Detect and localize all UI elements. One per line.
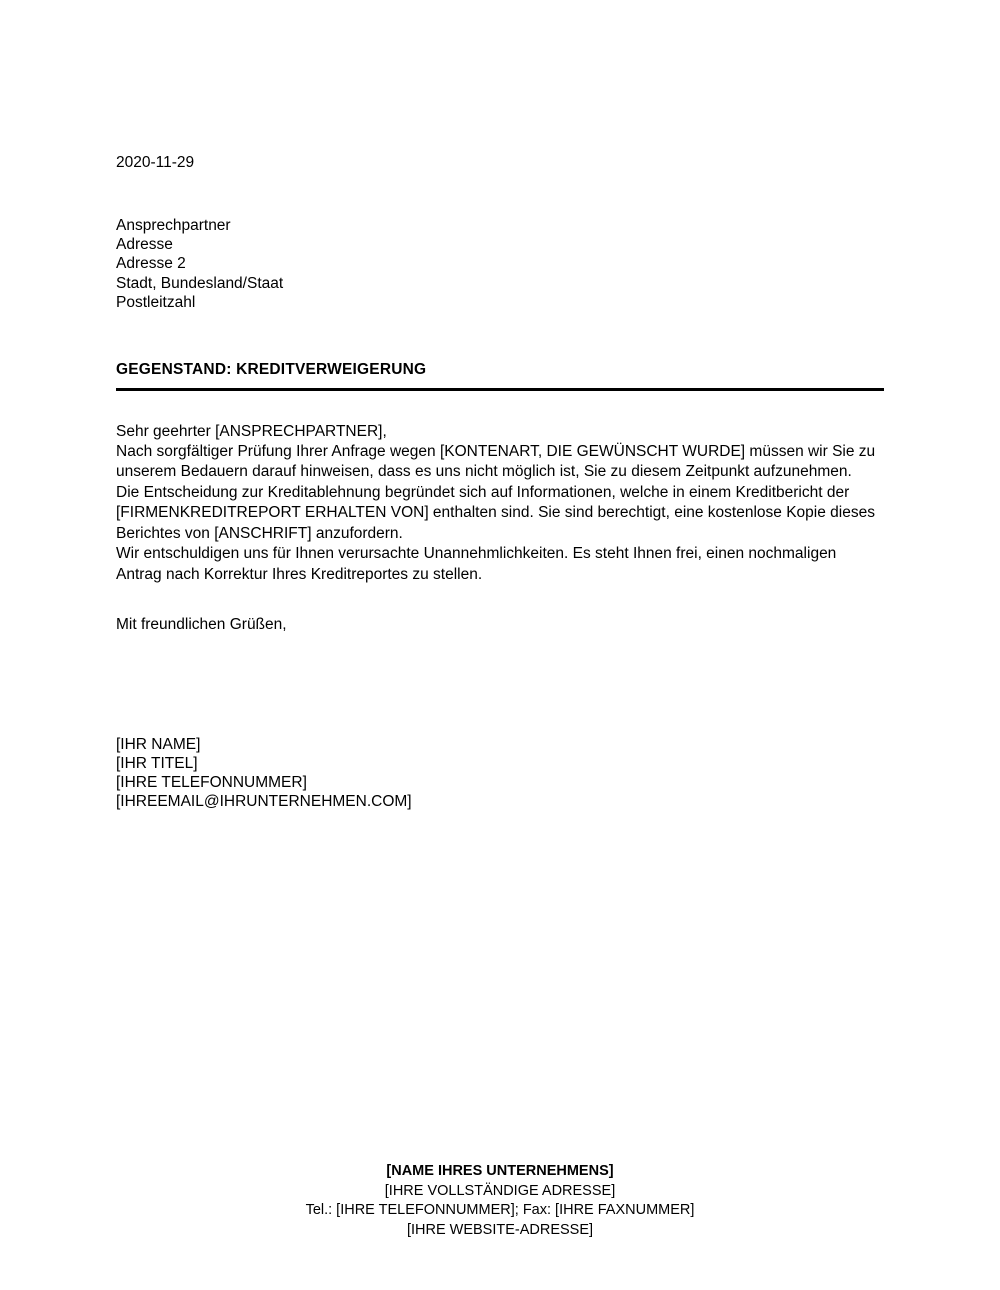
footer-website: [IHRE WEBSITE-ADRESSE] (406, 1221, 594, 1238)
recipient-line-4: Stadt, Bundesland/Staat (116, 274, 284, 292)
subject-line: GEGENSTAND: KREDITVERWEIGERUNG (116, 361, 427, 379)
recipient-line-3: Adresse 2 (116, 255, 186, 273)
subject-section (116, 360, 884, 391)
recipient-line-5: Postleitzahl (116, 293, 196, 311)
recipient-line-1: Ansprechpartner (116, 217, 231, 234)
footer-address: [IHRE VOLLSTÄNDIGE ADRESSE] (384, 1182, 616, 1199)
recipient-line-2: Adresse (116, 236, 173, 254)
footer-contact: Tel.: [IHRE TELEFONNUMMER]; Fax: [IHRE FAXNUMMER] (305, 1202, 695, 1218)
signature-line-4: [IHREEMAIL@IHRUNTERNEHMEN.COM] (116, 793, 412, 811)
page-footer (0, 1162, 1000, 1240)
signature-line-1: [IHR NAME] (116, 735, 201, 753)
closing-line: Mit freundlichen Grüßen, (116, 616, 287, 634)
horizontal-rule (116, 388, 884, 391)
recipient-address-block (116, 216, 884, 312)
letter-body (116, 0, 884, 811)
footer-company-name: [NAME IHRES UNTERNEHMENS] (386, 1163, 614, 1179)
signature-line-2: [IHR TITEL] (116, 754, 198, 772)
signature-line-3: [IHRE TELEFONNUMMER] (116, 773, 307, 791)
signature-block (116, 735, 884, 812)
body-paragraph-2: Die Entscheidung zur Kreditablehnung begründet sich auf Informationen, welche in einem Kreditbericht der [FIRMENKREDITREPORT ERHALTEN VON] enthalten sind. Sie sind berechtigt, eine kostenlose Kopie dieses Berichtes von [ANSCHRIFT] anzufordern. (116, 483, 875, 542)
body-paragraph-3: Wir entschuldigen uns für Ihnen verursachte Unannehmlichkeiten. Es steht Ihnen frei, einen nochmaligen Antrag nach Korrektur Ihres Kreditreportes zu stellen. (116, 545, 837, 583)
letter-date: 2020-11-29 (116, 154, 195, 171)
salutation-line: Sehr geehrter [ANSPRECHPARTNER], (116, 423, 387, 441)
body-paragraph-1: Nach sorgfältiger Prüfung Ihrer Anfrage wegen [KONTENART, DIE GEWÜNSCHT WURDE] müssen wir Sie zu unserem Bedauern darauf hinweisen, dass es uns nicht möglich ist, Sie zu diesem Zeitpunkt aufzunehmen. (116, 442, 876, 481)
